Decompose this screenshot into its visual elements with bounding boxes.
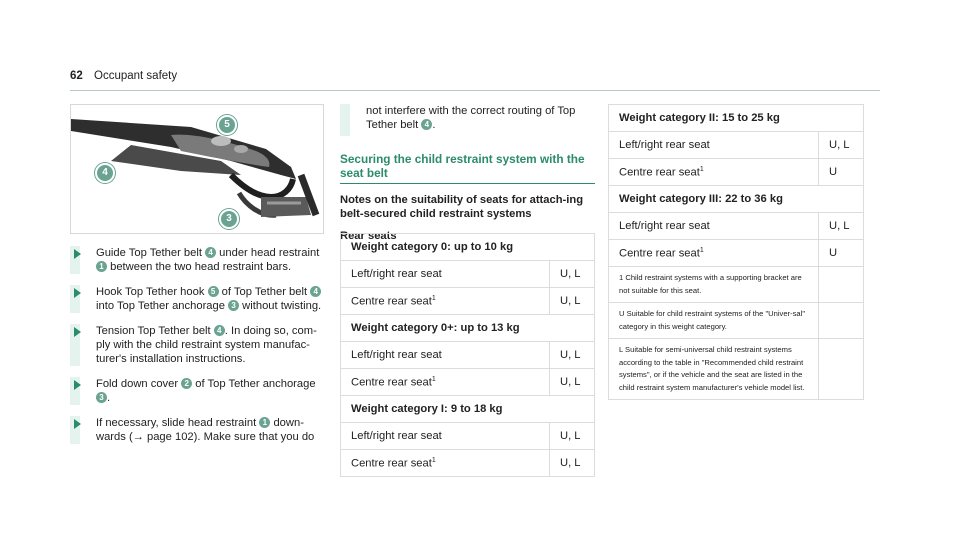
callout-5: 5	[217, 115, 237, 135]
ref-number: 5	[208, 286, 219, 297]
table-row: Weight category 0: up to 10 kg	[341, 234, 595, 261]
table-row: Centre rear seat$^1$ U, L	[341, 369, 595, 396]
callout-4: 4	[95, 163, 115, 183]
callout-3: 3	[219, 209, 239, 229]
ref-number: 3	[96, 392, 107, 403]
table-row: Weight category 0+: up to 13 kg	[341, 315, 595, 342]
ref-number: 4	[421, 119, 432, 130]
step-arrow-icon	[70, 324, 80, 366]
footnote-u: U Suitable for child restraint systems of the "Univer-sal" category in this weight category.	[609, 303, 819, 339]
table-row: Centre rear seat$^1$ U, L	[341, 288, 595, 315]
ref-number: 4	[205, 247, 216, 258]
page-number: 62	[70, 70, 83, 82]
step-bar	[340, 104, 350, 136]
step-arrow-icon	[70, 285, 80, 313]
table-row: Weight category III: 22 to 36 kg	[609, 186, 864, 213]
header-divider	[70, 90, 880, 91]
rear-seats-heading: Rear seats	[340, 230, 397, 242]
page-link[interactable]: down-wards (→ page 102). Make sure that you do	[96, 417, 315, 443]
ref-number: 2	[181, 378, 192, 389]
ref-number: 4	[214, 325, 225, 336]
section-name: Occupant safety	[94, 70, 178, 82]
table-row: Left/right rear seat U, L	[341, 342, 595, 369]
step-arrow-icon	[70, 377, 80, 405]
suitability-table-2	[608, 104, 864, 400]
middle-column	[340, 104, 595, 242]
step-arrow-icon	[70, 416, 80, 444]
table-row: Left/right rear seat U, L	[609, 213, 864, 240]
step-continuation: not interfere with the correct routing of Top Tether belt 4 .	[340, 104, 595, 136]
ref-number: 1	[259, 417, 270, 428]
table-row: Weight category I: 9 to 18 kg	[341, 396, 595, 423]
step-item: Tension Top Tether belt 4 . In doing so, com-ply with the child restraint system manufac-turer's installation instructions.	[70, 324, 322, 366]
table-row: Centre rear seat$^1$ U, L	[341, 450, 595, 477]
ref-number: 4	[310, 286, 321, 297]
section-rule	[340, 183, 595, 184]
ref-number: 1	[96, 261, 107, 272]
table-row: Left/right rear seat U, L	[609, 132, 864, 159]
footnote-row	[609, 339, 864, 400]
step-arrow-icon	[70, 246, 80, 274]
table-row: Centre rear seat$^1$ U	[609, 159, 864, 186]
step-item: Fold down cover 2 of Top Tether anchorage 3 .	[70, 377, 322, 405]
step-item: If necessary, slide head restraint 1 down-wards (→ page 102). Make sure that you do	[70, 416, 322, 444]
page-header	[70, 70, 177, 82]
footnote-row	[609, 303, 864, 339]
table-row: Left/right rear seat U, L	[341, 423, 595, 450]
table-row: Left/right rear seat U, L	[341, 261, 595, 288]
notes-title: Notes on the suitability of seats for attach-ing belt-secured child restraint systems	[340, 194, 584, 220]
table-row: Centre rear seat$^1$ U	[609, 240, 864, 267]
footnote-row	[609, 267, 864, 303]
ref-number: 3	[228, 300, 239, 311]
table-row: Weight category II: 15 to 25 kg	[609, 105, 864, 132]
footnote-1: 1 Child restraint systems with a supporting bracket are not suitable for this seat.	[609, 267, 819, 303]
step-item: Guide Top Tether belt 4 under head restraint 1 between the two head restraint bars.	[70, 246, 322, 274]
suitability-table-1	[340, 233, 595, 477]
instruction-steps	[70, 246, 322, 455]
footnote-l: L Suitable for semi-universal child restraint systems according to the table in "Recommended child restraint systems", or if the vehicle and the seat are listed in the child restraint system manufacturer's vehicle model list.	[609, 339, 819, 400]
section-title: Securing the child restraint system with the seat belt	[340, 152, 585, 180]
top-tether-figure	[70, 104, 324, 234]
step-item: Hook Top Tether hook 5 of Top Tether belt 4 into Top Tether anchorage 3 without twisting.	[70, 285, 322, 313]
